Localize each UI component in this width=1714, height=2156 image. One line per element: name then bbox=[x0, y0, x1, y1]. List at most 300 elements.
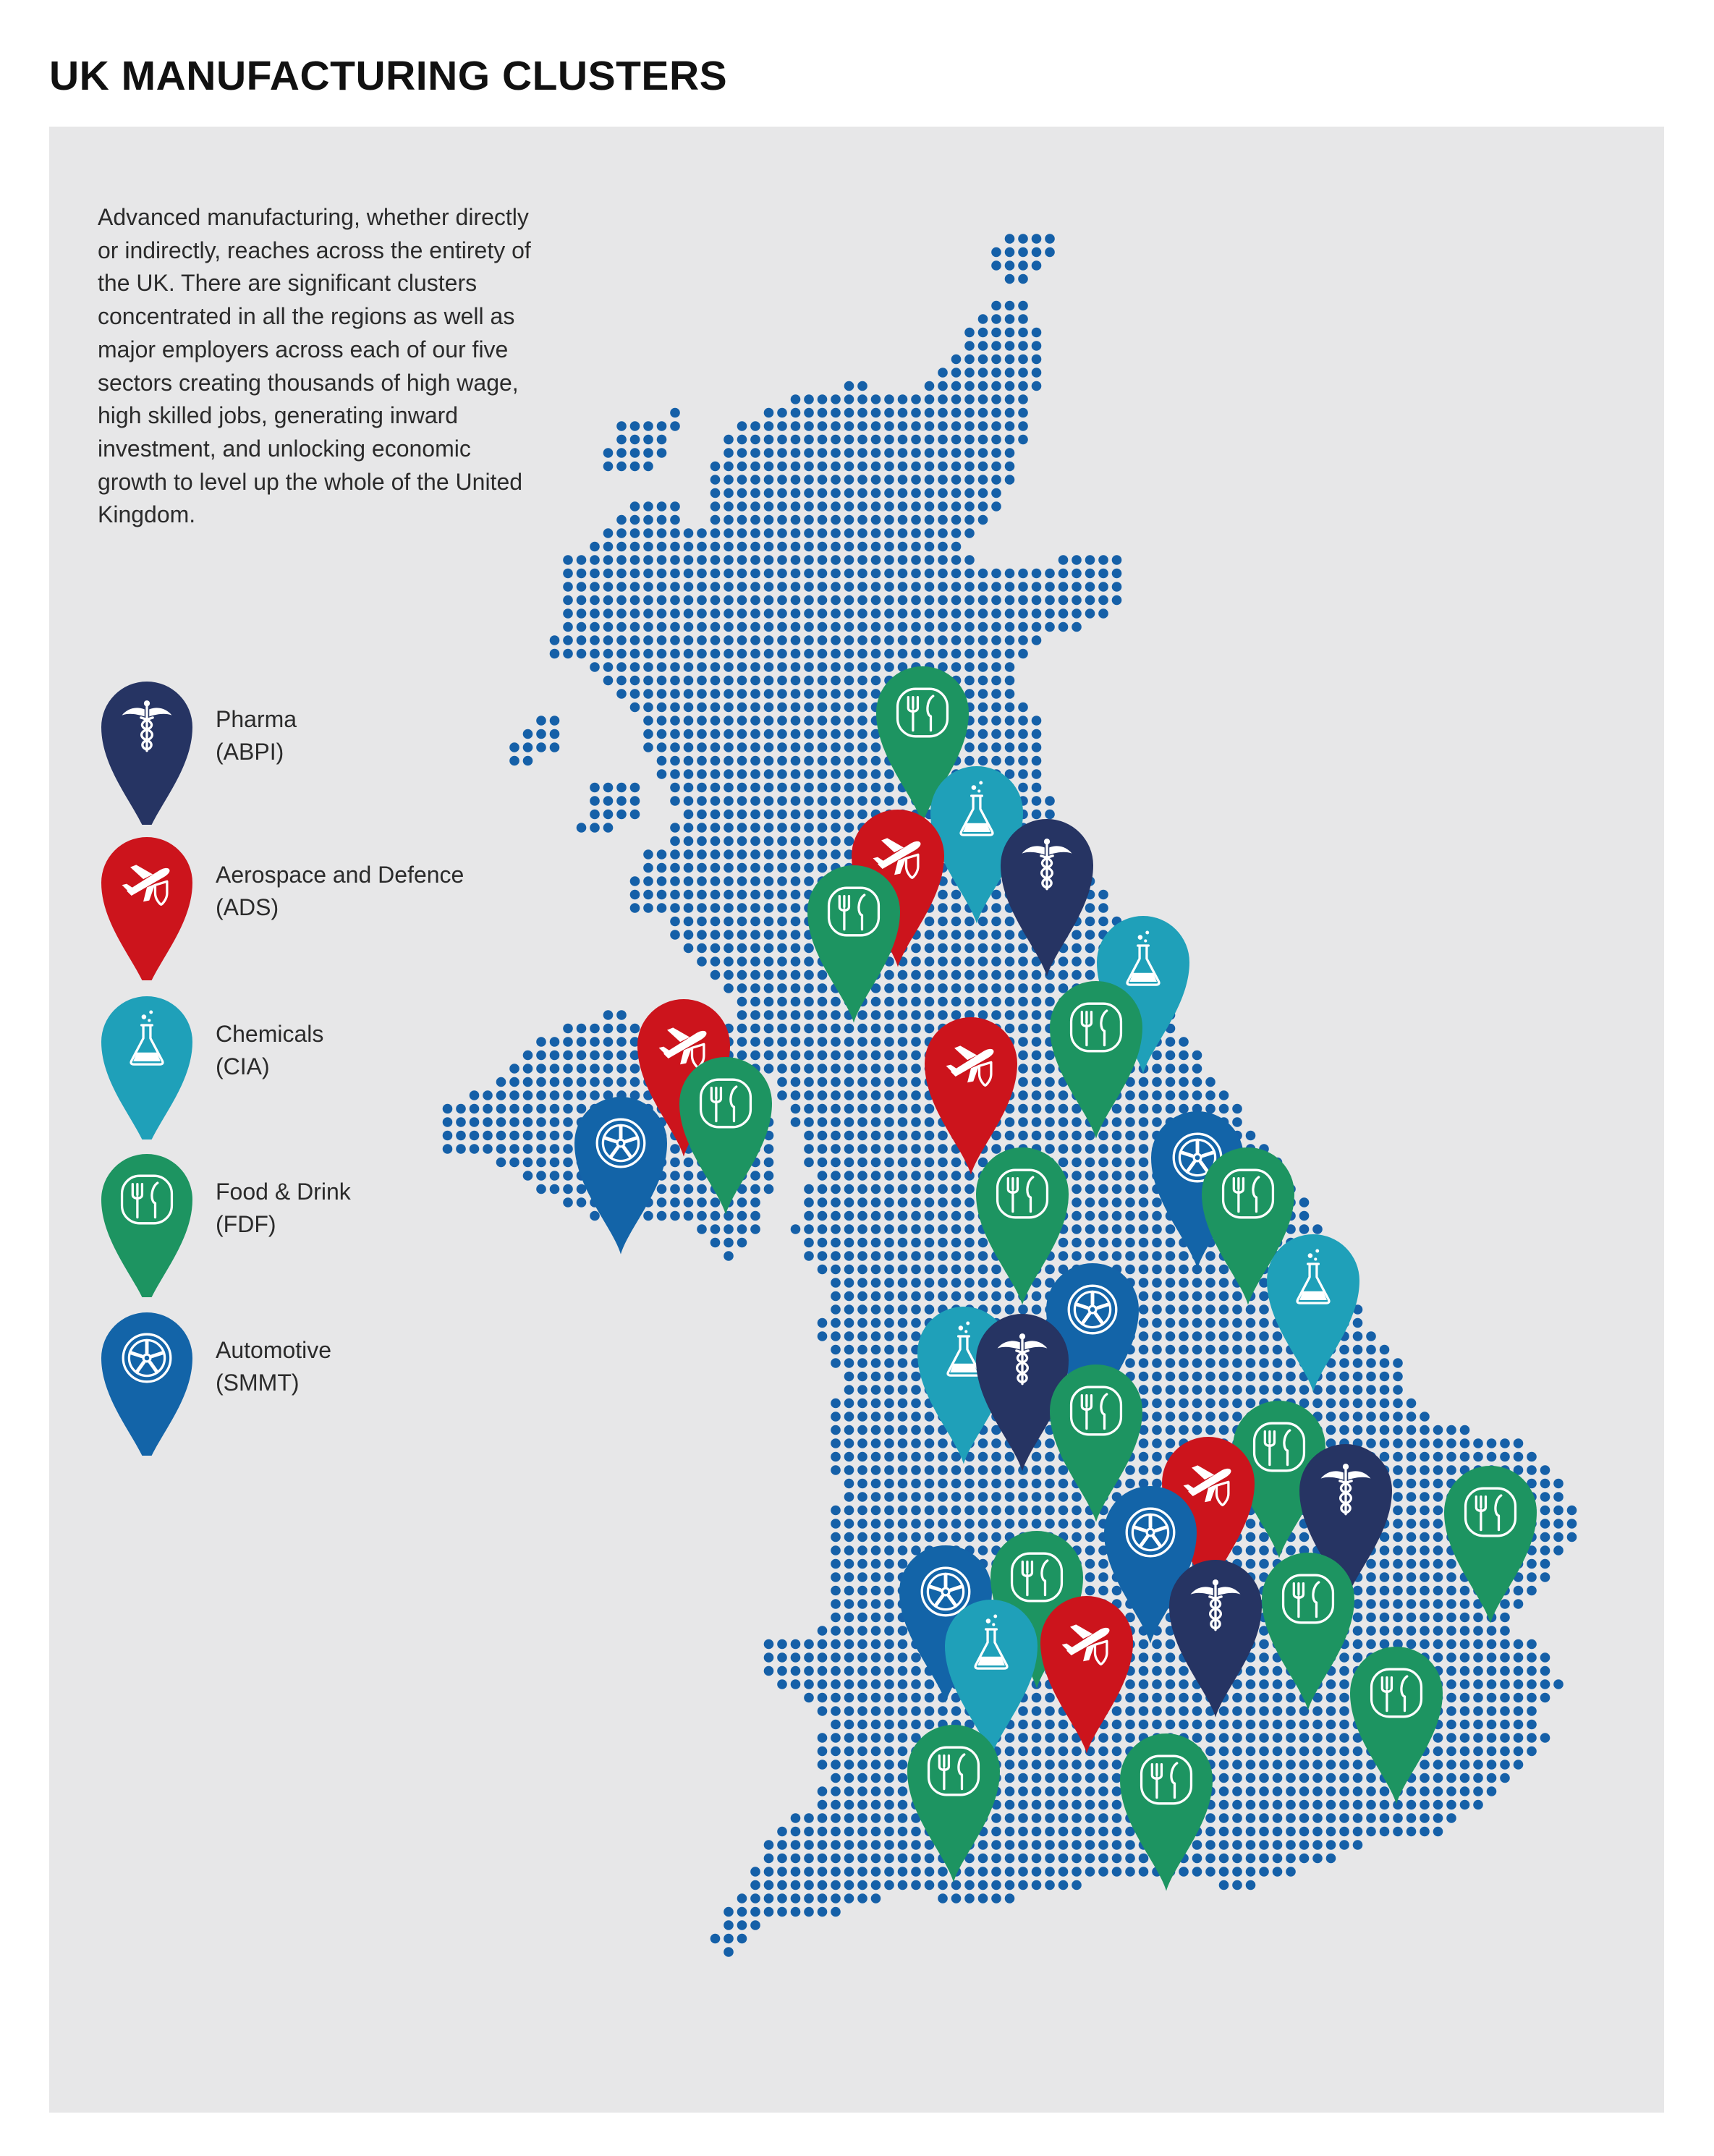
map-dot bbox=[1005, 314, 1015, 324]
map-dot bbox=[1018, 1492, 1028, 1502]
map-dot bbox=[1205, 1077, 1216, 1087]
map-dot bbox=[1112, 1238, 1122, 1248]
map-dot bbox=[1045, 1104, 1055, 1114]
map-dot bbox=[1152, 1425, 1162, 1435]
map-dot bbox=[684, 890, 694, 900]
map-dot bbox=[898, 635, 908, 645]
legend-item-automotive bbox=[100, 1311, 621, 1456]
map-dot bbox=[777, 742, 787, 752]
map-dot bbox=[1166, 1399, 1176, 1409]
map-dot bbox=[1152, 1211, 1162, 1221]
map-dot bbox=[724, 1907, 734, 1917]
map-dot bbox=[818, 622, 828, 632]
map-dot bbox=[1005, 943, 1015, 954]
map-dot bbox=[1005, 622, 1015, 632]
map-dot bbox=[911, 488, 921, 498]
map-dot bbox=[831, 1907, 841, 1917]
map-dot bbox=[710, 569, 721, 579]
map-dot bbox=[737, 582, 747, 592]
map-dot bbox=[831, 635, 841, 645]
map-dot bbox=[616, 462, 627, 472]
map-dot bbox=[737, 1010, 747, 1020]
map-dot bbox=[804, 1117, 814, 1127]
map-dot bbox=[1205, 1251, 1216, 1261]
legend-name-food: Food & Drink bbox=[216, 1179, 351, 1205]
map-dot bbox=[925, 488, 935, 498]
map-dot bbox=[1326, 1800, 1336, 1810]
map-dot bbox=[991, 569, 1001, 579]
map-dot bbox=[603, 608, 614, 619]
map-dot bbox=[951, 1171, 962, 1181]
map-dot bbox=[1460, 1747, 1470, 1757]
map-dot bbox=[1246, 1131, 1256, 1141]
map-dot bbox=[898, 1399, 908, 1409]
map-dot bbox=[818, 542, 828, 552]
map-dot bbox=[1286, 1693, 1296, 1703]
map-dot bbox=[818, 689, 828, 699]
map-dot bbox=[818, 1760, 828, 1770]
legend-org-pharma: (ABPI) bbox=[216, 739, 284, 765]
map-dot bbox=[670, 703, 680, 713]
map-dot bbox=[643, 582, 653, 592]
map-dot bbox=[764, 448, 774, 458]
map-dot bbox=[737, 689, 747, 699]
map-dot bbox=[1393, 1399, 1403, 1409]
map-dot bbox=[804, 943, 814, 954]
map-dot bbox=[844, 501, 854, 512]
map-dot bbox=[804, 1211, 814, 1221]
legend-item-pharma bbox=[100, 680, 621, 825]
map-dot bbox=[670, 569, 680, 579]
map-dot bbox=[1152, 1291, 1162, 1302]
map-dot bbox=[1299, 1827, 1310, 1837]
map-dot bbox=[1032, 582, 1042, 592]
map-dot bbox=[911, 1854, 921, 1864]
map-dot bbox=[1553, 1532, 1564, 1542]
map-dot bbox=[710, 863, 721, 873]
map-dot bbox=[1205, 1385, 1216, 1395]
map-dot bbox=[1072, 608, 1082, 619]
map-dot bbox=[1246, 1867, 1256, 1877]
map-dot bbox=[1380, 1572, 1390, 1582]
map-dot bbox=[831, 649, 841, 659]
map-dot bbox=[684, 555, 694, 565]
map-dot bbox=[1205, 1291, 1216, 1302]
map-dot bbox=[857, 1037, 867, 1047]
map-dot bbox=[857, 1224, 867, 1234]
map-dot bbox=[670, 635, 680, 645]
map-dot bbox=[1259, 1840, 1269, 1850]
map-dot bbox=[938, 943, 948, 954]
map-dot bbox=[1299, 1385, 1310, 1395]
map-dot bbox=[724, 595, 734, 606]
map-dot bbox=[777, 662, 787, 672]
map-dot bbox=[1514, 1747, 1524, 1757]
map-dot bbox=[777, 635, 787, 645]
map-dot bbox=[1205, 1720, 1216, 1730]
map-dot bbox=[804, 1666, 814, 1676]
map-dot bbox=[804, 876, 814, 886]
map-dot bbox=[991, 729, 1001, 739]
map-dot bbox=[991, 1506, 1001, 1516]
map-dot bbox=[1005, 1733, 1015, 1743]
map-dot bbox=[1072, 1158, 1082, 1168]
map-dot bbox=[818, 635, 828, 645]
map-dot bbox=[818, 649, 828, 659]
map-dot bbox=[1072, 1197, 1082, 1208]
map-dot bbox=[831, 622, 841, 632]
map-dot bbox=[1005, 997, 1015, 1007]
map-dot bbox=[724, 849, 734, 860]
map-dot bbox=[1433, 1786, 1443, 1796]
map-dot bbox=[670, 930, 680, 940]
map-dot bbox=[818, 1840, 828, 1850]
map-dot bbox=[1018, 943, 1028, 954]
map-dot bbox=[844, 569, 854, 579]
map-dot bbox=[1072, 1238, 1082, 1248]
map-dot bbox=[1487, 1679, 1497, 1689]
map-dot bbox=[951, 1506, 962, 1516]
map-dot bbox=[1018, 1519, 1028, 1529]
map-dot bbox=[1085, 903, 1095, 913]
map-dot bbox=[938, 1880, 948, 1890]
map-dot bbox=[844, 1412, 854, 1422]
map-dot bbox=[938, 956, 948, 967]
map-dot bbox=[844, 1399, 854, 1409]
map-dot bbox=[1045, 1064, 1055, 1074]
map-dot bbox=[1005, 341, 1015, 351]
map-dot bbox=[737, 501, 747, 512]
map-dot bbox=[1567, 1519, 1577, 1529]
map-dot bbox=[857, 1211, 867, 1221]
map-dot bbox=[1353, 1652, 1363, 1663]
map-dot bbox=[1326, 1720, 1336, 1730]
map-dot bbox=[1072, 1117, 1082, 1127]
map-dot bbox=[1032, 328, 1042, 338]
map-dot bbox=[1366, 1786, 1376, 1796]
map-dot bbox=[764, 729, 774, 739]
map-dot bbox=[1072, 1131, 1082, 1141]
map-dot bbox=[1273, 1786, 1283, 1796]
map-dot bbox=[1058, 1238, 1069, 1248]
map-dot bbox=[1192, 1733, 1202, 1743]
map-dot bbox=[1246, 1773, 1256, 1783]
map-dot bbox=[1058, 1479, 1069, 1489]
map-dot bbox=[724, 943, 734, 954]
map-dot bbox=[1339, 1666, 1349, 1676]
map-dot bbox=[750, 435, 760, 445]
map-dot bbox=[964, 676, 975, 686]
map-dot bbox=[1139, 1720, 1149, 1730]
map-dot bbox=[1098, 917, 1108, 927]
map-dot bbox=[1393, 1412, 1403, 1422]
map-dot bbox=[1205, 1399, 1216, 1409]
map-dot bbox=[777, 849, 787, 860]
map-dot bbox=[871, 1652, 881, 1663]
map-dot bbox=[1085, 917, 1095, 927]
map-dot bbox=[1032, 1051, 1042, 1061]
map-dot bbox=[978, 635, 988, 645]
map-dot bbox=[844, 1385, 854, 1395]
map-dot bbox=[964, 622, 975, 632]
map-dot bbox=[670, 1171, 680, 1181]
map-dot bbox=[791, 863, 801, 873]
map-dot bbox=[603, 622, 614, 632]
map-dot bbox=[616, 555, 627, 565]
map-dot bbox=[1299, 1224, 1310, 1234]
map-dot bbox=[844, 1720, 854, 1730]
map-dot bbox=[804, 810, 814, 820]
map-dot bbox=[844, 1840, 854, 1850]
map-dot bbox=[1032, 1840, 1042, 1850]
map-dot bbox=[925, 1184, 935, 1194]
map-dot bbox=[1460, 1639, 1470, 1650]
map-dot bbox=[1112, 582, 1122, 592]
map-dot bbox=[978, 328, 988, 338]
map-dot bbox=[857, 1747, 867, 1757]
map-dot bbox=[871, 1278, 881, 1288]
map-dot bbox=[1098, 1586, 1108, 1596]
map-dot bbox=[1005, 1854, 1015, 1864]
map-dot bbox=[1018, 1840, 1028, 1850]
map-dot bbox=[925, 970, 935, 980]
map-dot bbox=[925, 448, 935, 458]
map-dot bbox=[1045, 1747, 1055, 1757]
map-dot bbox=[643, 635, 653, 645]
map-dot bbox=[1139, 1090, 1149, 1100]
map-dot bbox=[898, 542, 908, 552]
map-dot bbox=[1045, 1786, 1055, 1796]
map-dot bbox=[951, 1291, 962, 1302]
map-dot bbox=[1166, 1064, 1176, 1074]
map-dot bbox=[764, 796, 774, 806]
map-dot bbox=[898, 1265, 908, 1275]
map-dot bbox=[737, 903, 747, 913]
map-dot bbox=[764, 783, 774, 793]
map-dot bbox=[884, 1813, 894, 1823]
map-dot bbox=[964, 462, 975, 472]
map-dot bbox=[1259, 1385, 1269, 1395]
map-dot bbox=[1005, 462, 1015, 472]
map-dot bbox=[1567, 1506, 1577, 1516]
map-dot bbox=[791, 501, 801, 512]
map-dot bbox=[710, 676, 721, 686]
map-dot bbox=[1045, 1733, 1055, 1743]
map-dot bbox=[1527, 1639, 1537, 1650]
map-dot bbox=[737, 622, 747, 632]
map-dot bbox=[818, 823, 828, 833]
map-dot bbox=[831, 1786, 841, 1796]
map-dot bbox=[791, 1010, 801, 1020]
map-dot bbox=[791, 769, 801, 779]
map-dot bbox=[804, 1158, 814, 1168]
map-dot bbox=[1273, 1693, 1283, 1703]
map-dot bbox=[844, 1706, 854, 1716]
map-dot bbox=[804, 1077, 814, 1087]
map-dot bbox=[1152, 1051, 1162, 1061]
map-dot bbox=[925, 1412, 935, 1422]
map-dot bbox=[1353, 1626, 1363, 1636]
map-dot bbox=[1179, 1693, 1189, 1703]
map-dot bbox=[1286, 1372, 1296, 1382]
map-dot bbox=[818, 1693, 828, 1703]
map-dot bbox=[1005, 689, 1015, 699]
map-dot bbox=[1380, 1385, 1390, 1395]
map-dot bbox=[804, 1693, 814, 1703]
map-dot bbox=[724, 622, 734, 632]
map-dot bbox=[616, 448, 627, 458]
legend-name-chemicals: Chemicals bbox=[216, 1021, 324, 1047]
map-dot bbox=[657, 676, 667, 686]
map-dot bbox=[791, 528, 801, 538]
map-dot bbox=[831, 1184, 841, 1194]
map-pin-pharma bbox=[1001, 819, 1093, 977]
map-dot bbox=[724, 1238, 734, 1248]
map-dot bbox=[831, 1238, 841, 1248]
map-dot bbox=[1058, 1720, 1069, 1730]
map-dot bbox=[670, 528, 680, 538]
map-dot bbox=[657, 608, 667, 619]
map-dot bbox=[1072, 1840, 1082, 1850]
map-dot bbox=[1152, 1064, 1162, 1074]
map-dot bbox=[710, 582, 721, 592]
map-dot bbox=[764, 501, 774, 512]
map-dot bbox=[1393, 1827, 1403, 1837]
map-dot bbox=[777, 1037, 787, 1047]
map-dot bbox=[1339, 1773, 1349, 1783]
map-dot bbox=[737, 729, 747, 739]
map-dot bbox=[777, 970, 787, 980]
map-dot bbox=[1219, 1813, 1229, 1823]
map-dot bbox=[844, 1318, 854, 1328]
map-dot bbox=[590, 608, 600, 619]
map-dot bbox=[737, 1024, 747, 1034]
map-dot bbox=[844, 1492, 854, 1502]
map-dot bbox=[991, 917, 1001, 927]
map-dot bbox=[1005, 1506, 1015, 1516]
map-dot bbox=[1446, 1773, 1456, 1783]
map-dot bbox=[764, 997, 774, 1007]
map-dot bbox=[871, 1211, 881, 1221]
map-dot bbox=[1058, 1813, 1069, 1823]
map-dot bbox=[630, 1064, 640, 1074]
map-dot bbox=[844, 394, 854, 404]
map-dot bbox=[697, 823, 707, 833]
map-dot bbox=[844, 1733, 854, 1743]
map-dot bbox=[871, 1090, 881, 1100]
map-dot bbox=[616, 569, 627, 579]
map-dot bbox=[991, 703, 1001, 713]
map-dot bbox=[1005, 475, 1015, 485]
map-dot bbox=[884, 1037, 894, 1047]
map-dot bbox=[884, 1251, 894, 1261]
map-dot bbox=[777, 488, 787, 498]
map-dot bbox=[898, 1532, 908, 1542]
map-dot bbox=[1045, 1117, 1055, 1127]
map-dot bbox=[844, 595, 854, 606]
map-dot bbox=[1205, 1867, 1216, 1877]
map-dot bbox=[951, 1479, 962, 1489]
map-dot bbox=[1366, 1425, 1376, 1435]
map-dot bbox=[724, 823, 734, 833]
map-dot bbox=[750, 823, 760, 833]
map-dot bbox=[777, 1840, 787, 1850]
map-dot bbox=[898, 1224, 908, 1234]
map-dot bbox=[1420, 1492, 1430, 1502]
map-dot bbox=[1018, 1813, 1028, 1823]
map-dot bbox=[991, 1010, 1001, 1020]
map-dot bbox=[1085, 1184, 1095, 1194]
map-dot bbox=[857, 742, 867, 752]
map-dot bbox=[737, 742, 747, 752]
map-dot bbox=[724, 756, 734, 766]
map-dot bbox=[1312, 1706, 1323, 1716]
map-dot bbox=[898, 1211, 908, 1221]
map-dot bbox=[1366, 1827, 1376, 1837]
map-dot bbox=[964, 635, 975, 645]
map-dot bbox=[818, 1626, 828, 1636]
map-dot bbox=[657, 622, 667, 632]
map-dot bbox=[1259, 1532, 1269, 1542]
map-dot bbox=[938, 381, 948, 391]
map-dot bbox=[1085, 1854, 1095, 1864]
map-dot bbox=[697, 769, 707, 779]
map-dot bbox=[1299, 1733, 1310, 1743]
map-dot bbox=[1246, 1733, 1256, 1743]
map-dot bbox=[1032, 1479, 1042, 1489]
map-dot bbox=[684, 849, 694, 860]
map-dot bbox=[898, 1158, 908, 1168]
map-dot bbox=[750, 716, 760, 726]
map-dot bbox=[818, 488, 828, 498]
map-dot bbox=[884, 1010, 894, 1020]
map-dot bbox=[804, 1251, 814, 1261]
map-dot bbox=[1420, 1572, 1430, 1582]
map-dot bbox=[1005, 756, 1015, 766]
map-dot bbox=[884, 1104, 894, 1114]
map-dot bbox=[884, 970, 894, 980]
map-dot bbox=[1219, 1733, 1229, 1743]
map-dot bbox=[1273, 1358, 1283, 1368]
map-dot bbox=[818, 608, 828, 619]
map-dot bbox=[991, 355, 1001, 365]
map-dot bbox=[1420, 1639, 1430, 1650]
map-dot bbox=[831, 742, 841, 752]
map-dot bbox=[1098, 1827, 1108, 1837]
map-dot bbox=[1473, 1720, 1483, 1730]
map-dot bbox=[938, 555, 948, 565]
map-dot bbox=[697, 662, 707, 672]
map-dot bbox=[857, 408, 867, 418]
map-dot bbox=[1139, 1666, 1149, 1676]
map-dot bbox=[1045, 1813, 1055, 1823]
map-dot bbox=[764, 1064, 774, 1074]
map-dot bbox=[978, 1545, 988, 1556]
map-dot bbox=[791, 823, 801, 833]
map-dot bbox=[1139, 1131, 1149, 1141]
map-dot bbox=[1005, 1024, 1015, 1034]
map-dot bbox=[1420, 1760, 1430, 1770]
map-dot bbox=[1553, 1479, 1564, 1489]
map-dot bbox=[1232, 1773, 1242, 1783]
map-dot bbox=[1433, 1452, 1443, 1462]
map-dot bbox=[991, 1519, 1001, 1529]
map-dot bbox=[1112, 1251, 1122, 1261]
map-dot bbox=[577, 635, 587, 645]
map-dot bbox=[670, 1144, 680, 1154]
map-dot bbox=[791, 1907, 801, 1917]
map-dot bbox=[1219, 1854, 1229, 1864]
